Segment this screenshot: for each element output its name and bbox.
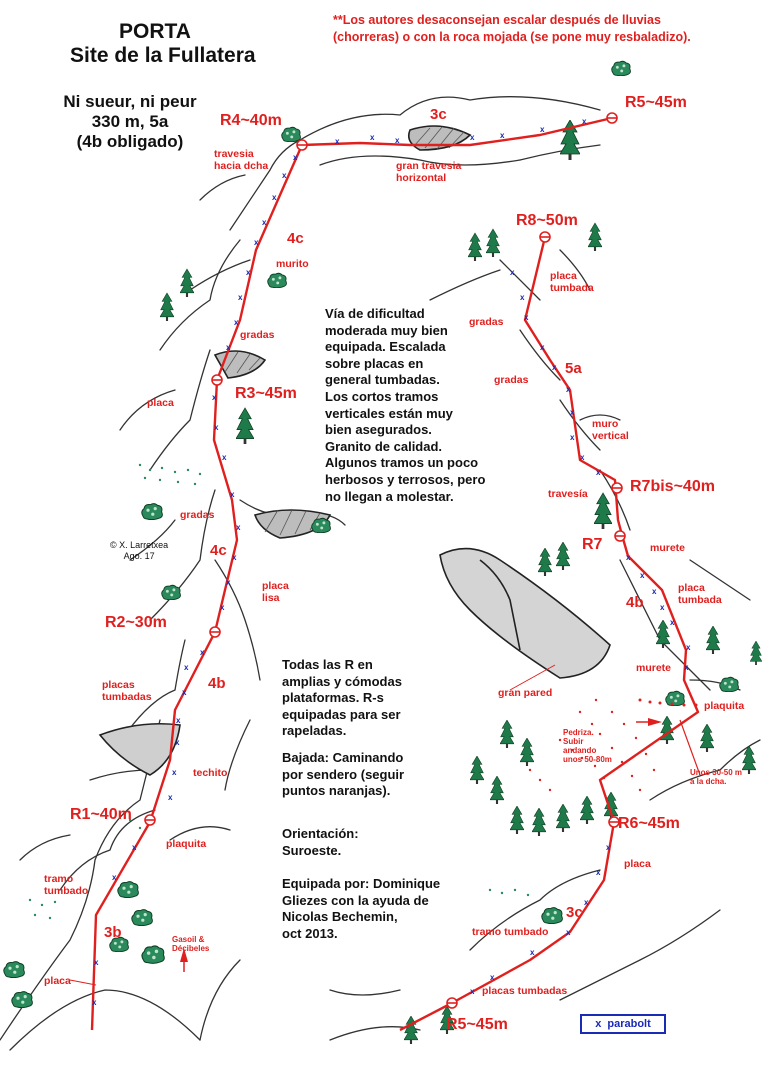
svg-text:x: x <box>652 587 657 596</box>
svg-text:x: x <box>220 603 225 612</box>
label-travesia-r7: travesía <box>548 488 588 500</box>
label-travesia-dcha: travesia hacia dcha <box>214 148 269 172</box>
svg-text:x: x <box>168 793 173 802</box>
credit-date: Ago. 17 <box>123 551 155 561</box>
grade-3c-top: 3c <box>430 106 447 123</box>
label-murito: murito <box>276 258 309 270</box>
svg-text:x: x <box>510 268 515 277</box>
svg-text:x: x <box>660 603 665 612</box>
label-tramo-tumbado-left: tramo tumbado <box>44 873 89 897</box>
warning-line-1: **Los autores desaconsejan escalar después de lluvias <box>333 13 661 27</box>
svg-text:x: x <box>175 738 180 747</box>
svg-text:x: x <box>470 133 475 142</box>
label-gradas-5a: gradas <box>494 374 529 386</box>
svg-text:x: x <box>626 553 631 562</box>
svg-text:x: x <box>490 973 495 982</box>
svg-text:x: x <box>230 490 235 499</box>
arrow-right-icon <box>648 718 662 726</box>
route-description: Vía de dificultad moderada muy bien equipada. Escalada sobre placas en general tumbadas. Los cortos tramos verticales están muy bien asegurados. Granito de calidad. Algunos tramos un poco herbosos y terrosos, pero no llegan a molestar. <box>325 306 486 504</box>
svg-text:x: x <box>582 117 587 126</box>
svg-text:x: x <box>232 553 237 562</box>
route-info <box>55 92 205 152</box>
bolts <box>92 117 691 1007</box>
svg-text:x: x <box>584 898 589 907</box>
label-placa-r6: placa <box>624 858 651 870</box>
label-placa-bottom: placa <box>44 975 71 987</box>
label-murete-2: murete <box>636 662 672 674</box>
warning-note <box>333 12 691 46</box>
svg-text:x: x <box>282 171 287 180</box>
label-gran-pared: gran pared <box>498 687 553 699</box>
svg-text:x: x <box>254 238 259 247</box>
svg-text:x: x <box>596 468 601 477</box>
svg-text:x: x <box>470 987 475 996</box>
svg-text:x: x <box>530 948 535 957</box>
belay-r2: R2~30m <box>105 614 167 631</box>
svg-text:x: x <box>640 571 645 580</box>
warning-line-2: (chorreras) o con la roca mojada (se pone muy resbaladizo). <box>333 30 691 44</box>
svg-text:x: x <box>552 363 557 372</box>
grade-4b-right: 4b <box>626 594 644 611</box>
svg-text:x: x <box>238 293 243 302</box>
label-muro-vertical: muro vertical <box>592 418 629 442</box>
label-plaquita-right: plaquita <box>704 700 745 712</box>
label-pedriza: Pedriza. Subir andando unos 50-80m <box>563 728 612 764</box>
belay-r3: R3~45m <box>235 385 297 402</box>
svg-text:x: x <box>200 648 205 657</box>
svg-text:x: x <box>524 313 529 322</box>
svg-text:x: x <box>540 125 545 134</box>
label-gradas-r8: gradas <box>469 316 504 328</box>
grade-4c-lower: 4c <box>210 542 227 559</box>
svg-text:x: x <box>226 578 231 587</box>
svg-text:x: x <box>262 218 267 227</box>
svg-text:x: x <box>596 868 601 877</box>
credit-author: © X. Larretxea <box>110 540 169 550</box>
svg-text:x: x <box>293 153 298 162</box>
legend-label: parabolt <box>607 1018 651 1030</box>
label-placas-tumbadas-right: placas tumbadas <box>482 985 568 997</box>
belay-r1: R1~40m <box>70 806 132 823</box>
label-placa-lisa: placa lisa <box>262 580 289 604</box>
label-gradas-1: gradas <box>180 509 215 521</box>
orientation-info: Orientación: Suroeste. <box>282 826 359 858</box>
label-techito: techito <box>193 767 228 779</box>
belay-r7bis: R7bis~40m <box>630 478 715 495</box>
svg-text:x: x <box>212 393 217 402</box>
svg-text:x: x <box>234 318 239 327</box>
title-line-1: PORTA <box>119 20 191 43</box>
svg-text:x: x <box>370 133 375 142</box>
equipper-info: Equipada por: Dominique Gliezes con la ayuda de Nicolas Bechemin, oct 2013. <box>282 876 441 941</box>
svg-text:x: x <box>172 768 177 777</box>
route-stats: 330 m, 5a <box>91 112 169 131</box>
descent-info: Bajada: Caminando por sendero (seguir puntos naranjas). <box>282 750 405 799</box>
svg-text:x: x <box>112 873 117 882</box>
svg-text:x: x <box>570 433 575 442</box>
label-gasoil: Gasoil & Décibeles <box>172 935 210 953</box>
svg-text:x: x <box>395 136 400 145</box>
belay-r5-bottom: R5~45m <box>446 1016 508 1033</box>
svg-text:x: x <box>670 618 675 627</box>
svg-text:x: x <box>226 343 231 352</box>
page-title <box>70 20 256 68</box>
svg-text:x: x <box>222 453 227 462</box>
svg-text:x: x <box>335 137 340 146</box>
svg-text:x: x <box>236 523 241 532</box>
label-tramo-tumbado-right: tramo tumbado <box>472 926 549 938</box>
label-placa-tumbada-r8: placa tumbada <box>550 270 594 294</box>
bolt-symbol: x <box>595 1018 602 1030</box>
svg-text:x: x <box>92 998 97 1007</box>
svg-text:x: x <box>176 716 181 725</box>
label-unos: Unos 30-50 m a la dcha. <box>690 768 743 786</box>
label-gran-travesia: gran travesia horizontal <box>396 160 462 184</box>
belay-stations <box>145 113 625 1008</box>
belay-r7: R7 <box>582 536 603 553</box>
svg-text:x: x <box>606 843 611 852</box>
svg-text:x: x <box>684 663 689 672</box>
pointer-line <box>680 720 700 775</box>
label-murete-1: murete <box>650 542 686 554</box>
svg-text:x: x <box>566 928 571 937</box>
svg-text:x: x <box>580 453 585 462</box>
belay-r8: R8~50m <box>516 212 578 229</box>
grade-5a: 5a <box>565 360 582 377</box>
svg-text:x: x <box>132 843 137 852</box>
svg-text:x: x <box>272 193 277 202</box>
belay-r6: R6~45m <box>618 815 680 832</box>
svg-text:x: x <box>686 643 691 652</box>
svg-text:x: x <box>94 958 99 967</box>
svg-text:x: x <box>246 268 251 277</box>
svg-text:x: x <box>540 343 545 352</box>
svg-text:x: x <box>500 131 505 140</box>
svg-text:x: x <box>570 408 575 417</box>
grade-3c-right: 3c <box>566 904 583 921</box>
descent-trail-dots <box>529 699 698 792</box>
belay-info: Todas las R en amplias y cómodas plataformas. R-s equipadas para ser rapeladas. <box>282 657 402 739</box>
title-line-2: Site de la Fullatera <box>70 44 256 67</box>
grade-3b: 3b <box>104 924 122 941</box>
label-gradas-2: gradas <box>240 329 275 341</box>
label-placas-tumbadas-left: placas tumbadas <box>102 679 152 703</box>
label-placa-tumbada-r7: placa tumbada <box>678 582 722 606</box>
route-mandatory: (4b obligado) <box>76 132 184 151</box>
grade-4c-upper: 4c <box>287 230 304 247</box>
svg-text:x: x <box>182 688 187 697</box>
legend-box <box>580 1014 666 1034</box>
route-name: Ni sueur, ni peur <box>63 92 197 111</box>
belay-r5-top: R5~45m <box>625 94 687 111</box>
svg-text:x: x <box>520 293 525 302</box>
author-credit <box>110 540 168 562</box>
svg-text:x: x <box>184 663 189 672</box>
belay-r4: R4~40m <box>220 112 282 129</box>
label-placa-left: placa <box>147 397 174 409</box>
svg-text:x: x <box>214 423 219 432</box>
svg-text:x: x <box>566 385 571 394</box>
label-plaquita-left: plaquita <box>166 838 207 850</box>
grade-4b-left: 4b <box>208 675 226 692</box>
